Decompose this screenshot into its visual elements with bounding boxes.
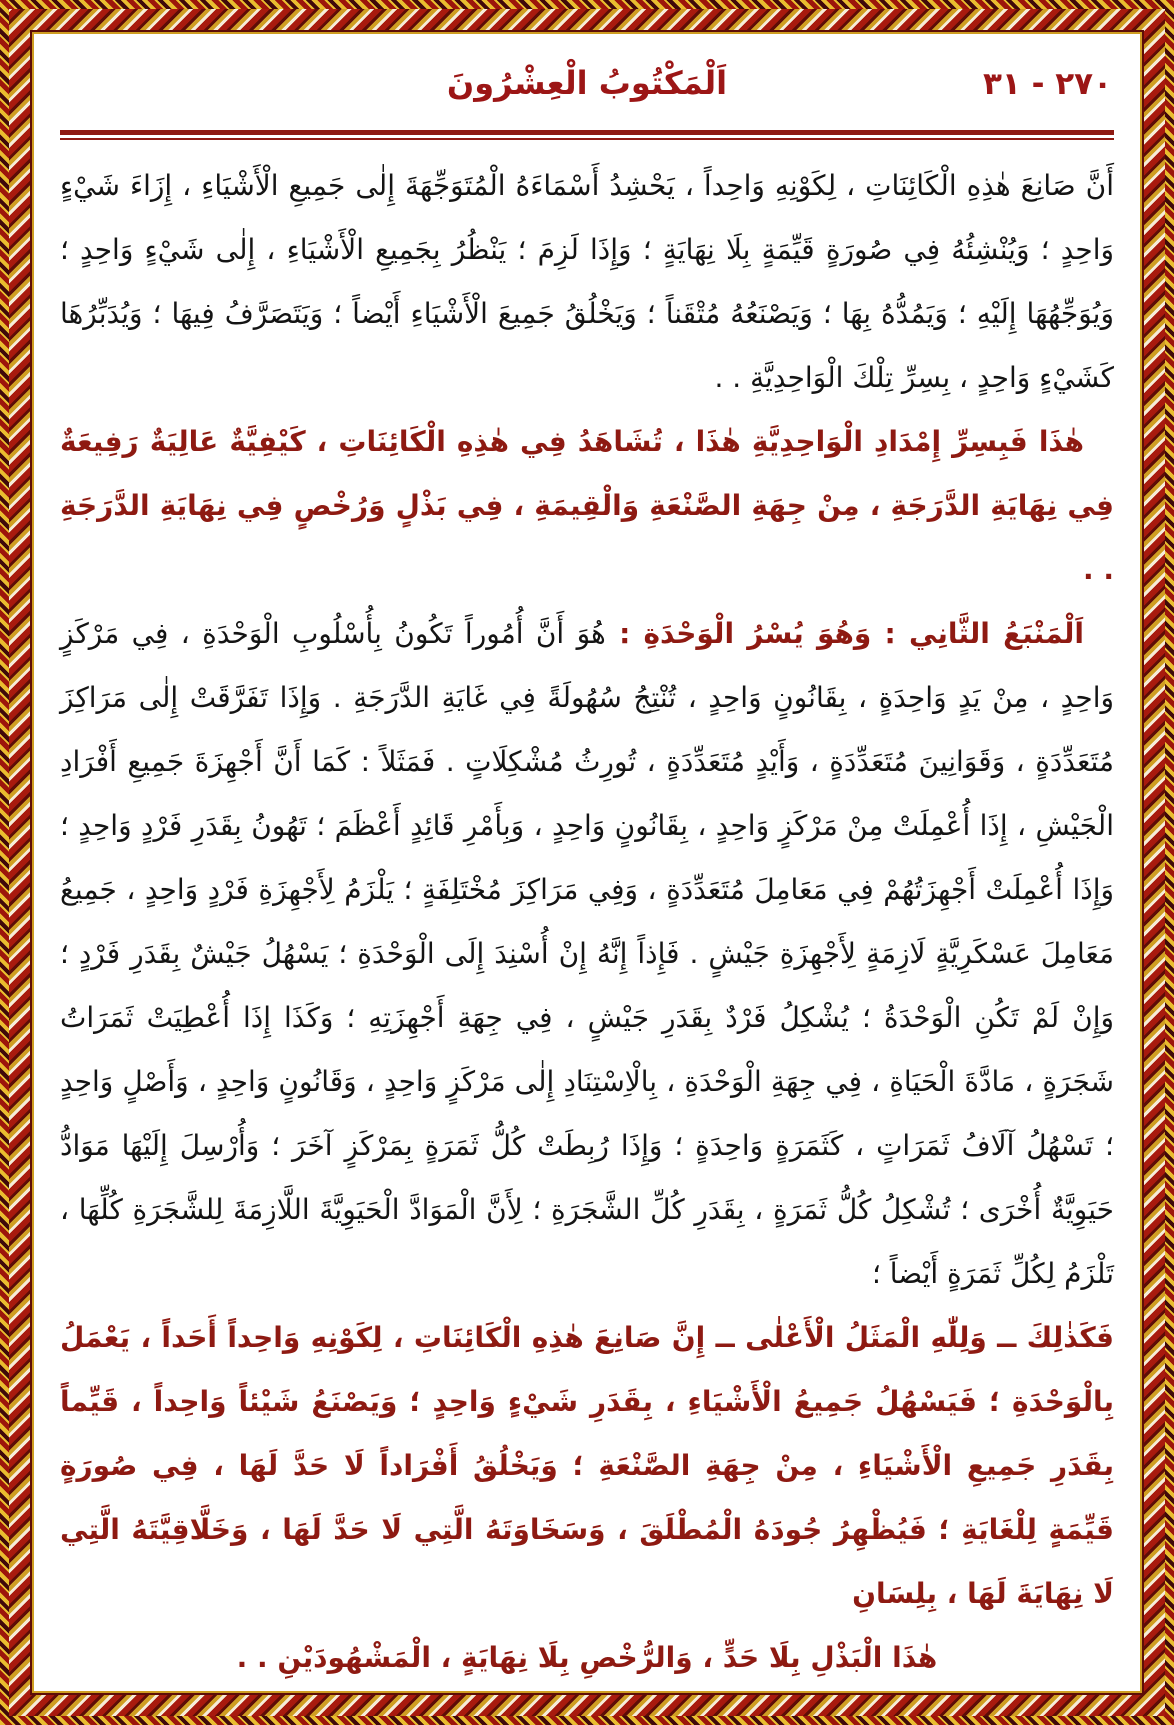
second-source-body: هُوَ أَنَّ أُمُوراً تَكُونُ بِأُسْلُوبِ الْوَحْدَةِ ، فِي مَرْكَزٍ وَاحِدٍ ، مِنْ يَدٍ وَاحِدَةٍ ، بِقَانُونٍ وَاحِدٍ ، تُنْتِجُ سُهُولَةً فِي غَايَةِ الدَّرَجَةِ . وَإِذَا تَفَرَّقَتْ إِلٰى مَرَاكِزَ مُتَعَدِّدَةٍ ، وَقَوَانِينَ مُتَعَدِّدَةٍ ، وَأَيْدٍ مُتَعَدِّدَةٍ ، تُورِثُ مُشْكِلَاتٍ . فَمَثَلاً : كَمَا أَنَّ أَجْهِزَةَ جَمِيعِ أَفْرَادِ الْجَيْشِ ، إِذَا أُعْمِلَتْ مِنْ مَرْكَزٍ وَاحِدٍ ، بِقَانُونٍ وَاحِدٍ ، وَبِأَمْرِ قَائِدٍ أَعْظَمَ ؛ تَهُونُ بِقَدَرِ فَرْدٍ وَاحِدٍ ؛ وَإِذَا أُعْمِلَتْ أَجْهِزَتُهُمْ فِي مَعَامِلَ مُتَعَدِّدَةٍ ، وَفِي مَرَاكِزَ مُخْتَلِفَةٍ ؛ يَلْزَمُ لِأَجْهِزَةِ فَرْدٍ وَاحِدٍ ، جَمِيعُ مَعَامِلَ عَسْكَرِيَّةٍ لَازِمَةٍ لِأَجْهِزَةِ جَيْشٍ . فَإِذاً إِنَّهُ إِنْ أُسْنِدَ إِلَى الْوَحْدَةِ ؛ يَسْهُلُ جَيْشٌ بِقَدَرِ فَرْدٍ ؛ وَإِنْ لَمْ تَكُنِ الْوَحْدَةُ ؛ يُشْكِلُ فَرْدٌ بِقَدَرِ جَيْشٍ ، فِي جِهَةِ أَجْهِزَتِهِ ؛ وَكَذَا إِذَا أُعْطِيَتْ ثَمَرَاتُ شَجَرَةٍ ، مَادَّةَ الْحَيَاةِ ، فِي جِهَةِ الْوَحْدَةِ ، بِالْاِسْتِنَادِ إِلٰى مَرْكَزٍ وَاحِدٍ ، وَقَانُونٍ وَاحِدٍ ، وَأَصْلٍ وَاحِدٍ ؛ تَسْهُلُ آلَافُ ثَمَرَاتٍ ، كَثَمَرَةٍ وَاحِدَةٍ ؛ وَإِذَا رُبِطَتْ كُلُّ ثَمَرَةٍ بِمَرْكَزٍ آخَرَ ؛ وَأُرْسِلَ إِلَيْهَا مَوَادُّ حَيَوِيَّةٌ أُخْرَى ؛ تُشْكِلُ كُلُّ ثَمَرَةٍ ، بِقَدَرِ كُلِّ الشَّجَرَةِ ؛ لِأَنَّ الْمَوَادَّ الْحَيَوِيَّةَ اللَّازِمَةَ لِلشَّجَرَةِ كُلِّهَا ، تَلْزَمُ لِكُلِّ ثَمَرَةٍ أَيْضاً ؛ (60, 617, 1114, 1290)
paragraph-oneness-intro: أَنَّ صَانِعَ هٰذِهِ الْكَائِنَاتِ ، لِكَوْنِهِ وَاحِداً ، يَحْشِدُ أَسْمَاءَهُ الْمُتَوَجِّهَةَ إِلٰى جَمِيعِ الْأَشْيَاءِ ، إِزَاءَ شَيْءٍ وَاحِدٍ ؛ وَيُنْشِئُهُ فِي صُورَةٍ قَيِّمَةٍ بِلَا نِهَايَةٍ ؛ وَإِذَا لَزِمَ ؛ يَنْظُرُ بِجَمِيعِ الْأَشْيَاءِ ، إِلٰى شَيْءٍ وَاحِدٍ ؛ وَيُوَجِّهُهَا إِلَيْهِ ؛ وَيَمُدُّهُ بِهَا ؛ وَيَصْنَعُهُ مُتْقَناً ؛ وَيَخْلُقُ جَمِيعَ الْأَشْيَاءِ أَيْضاً ؛ وَيَتَصَرَّفُ فِيهَا ؛ وَيُدَبِّرُهَا كَشَيْءٍ وَاحِدٍ ، بِسِرِّ تِلْكَ الْوَاحِدِيَّةِ . . (60, 169, 1114, 394)
page-number: ٢٧٠ - ٣١ (982, 66, 1112, 102)
divider-line-thin (60, 138, 1114, 140)
page-header (60, 52, 1114, 122)
body-text (60, 154, 1114, 1690)
page-sheet (34, 34, 1140, 1691)
paragraph-conclusion: فَكَذٰلِكَ ــ وَلِلّٰهِ الْمَثَلُ الْأَعْلٰى ــ إِنَّ صَانِعَ هٰذِهِ الْكَائِنَاتِ ، لِكَوْنِهِ وَاحِداً أَحَداً ، يَعْمَلُ بِالْوَحْدَةِ ؛ فَيَسْهُلُ جَمِيعُ الْأَشْيَاءِ ، بِقَدَرِ شَيْءٍ وَاحِدٍ ؛ وَيَصْنَعُ شَيْئاً وَاحِداً ، قَيِّماً بِقَدَرِ جَمِيعِ الْأَشْيَاءِ ، مِنْ جِهَةِ الصَّنْعَةِ ؛ وَيَخْلُقُ أَفْرَاداً لَا حَدَّ لَهَا ، فِي صُورَةٍ قَيِّمَةٍ لِلْغَايَةِ ؛ فَيُظْهِرُ جُودَهُ الْمُطْلَقَ ، وَسَخَاوَتَهُ الَّتِي لَا حَدَّ لَهَا ، وَخَلَّاقِيَّتَهُ الَّتِي لَا نِهَايَةَ لَهَا ، بِلِسَانِ (60, 1321, 1114, 1610)
paragraph-conclusion-closing: هٰذَا الْبَذْلِ بِلَا حَدٍّ ، وَالرُّخْصِ بِلَا نِهَايَةٍ ، الْمَشْهُودَيْنِ . . (236, 1641, 938, 1674)
paragraph-second-source (60, 602, 1114, 1306)
page-title: اَلْمَكْتُوبُ الْعِشْرُونَ (446, 64, 728, 102)
paragraph-red-summary: هٰذَا فَبِسِرِّ إِمْدَادِ الْوَاحِدِيَّةِ هٰذَا ، تُشَاهَدُ فِي هٰذِهِ الْكَائِنَاتِ ، كَيْفِيَّةٌ عَالِيَةٌ رَفِيعَةٌ فِي نِهَايَةِ الدَّرَجَةِ ، مِنْ جِهَةِ الصَّنْعَةِ وَالْقِيمَةِ ، فِي بَذْلٍ وَرُخْصٍ فِي نِهَايَةِ الدَّرَجَةِ . . (60, 425, 1114, 586)
divider-line-thick (60, 130, 1114, 135)
second-source-heading: اَلْمَنْبَعُ الثَّانِي : وَهُوَ يُسْرُ الْوَحْدَةِ : (605, 617, 1084, 650)
ornamental-border-main (9, 9, 1165, 1716)
header-divider (60, 130, 1114, 140)
